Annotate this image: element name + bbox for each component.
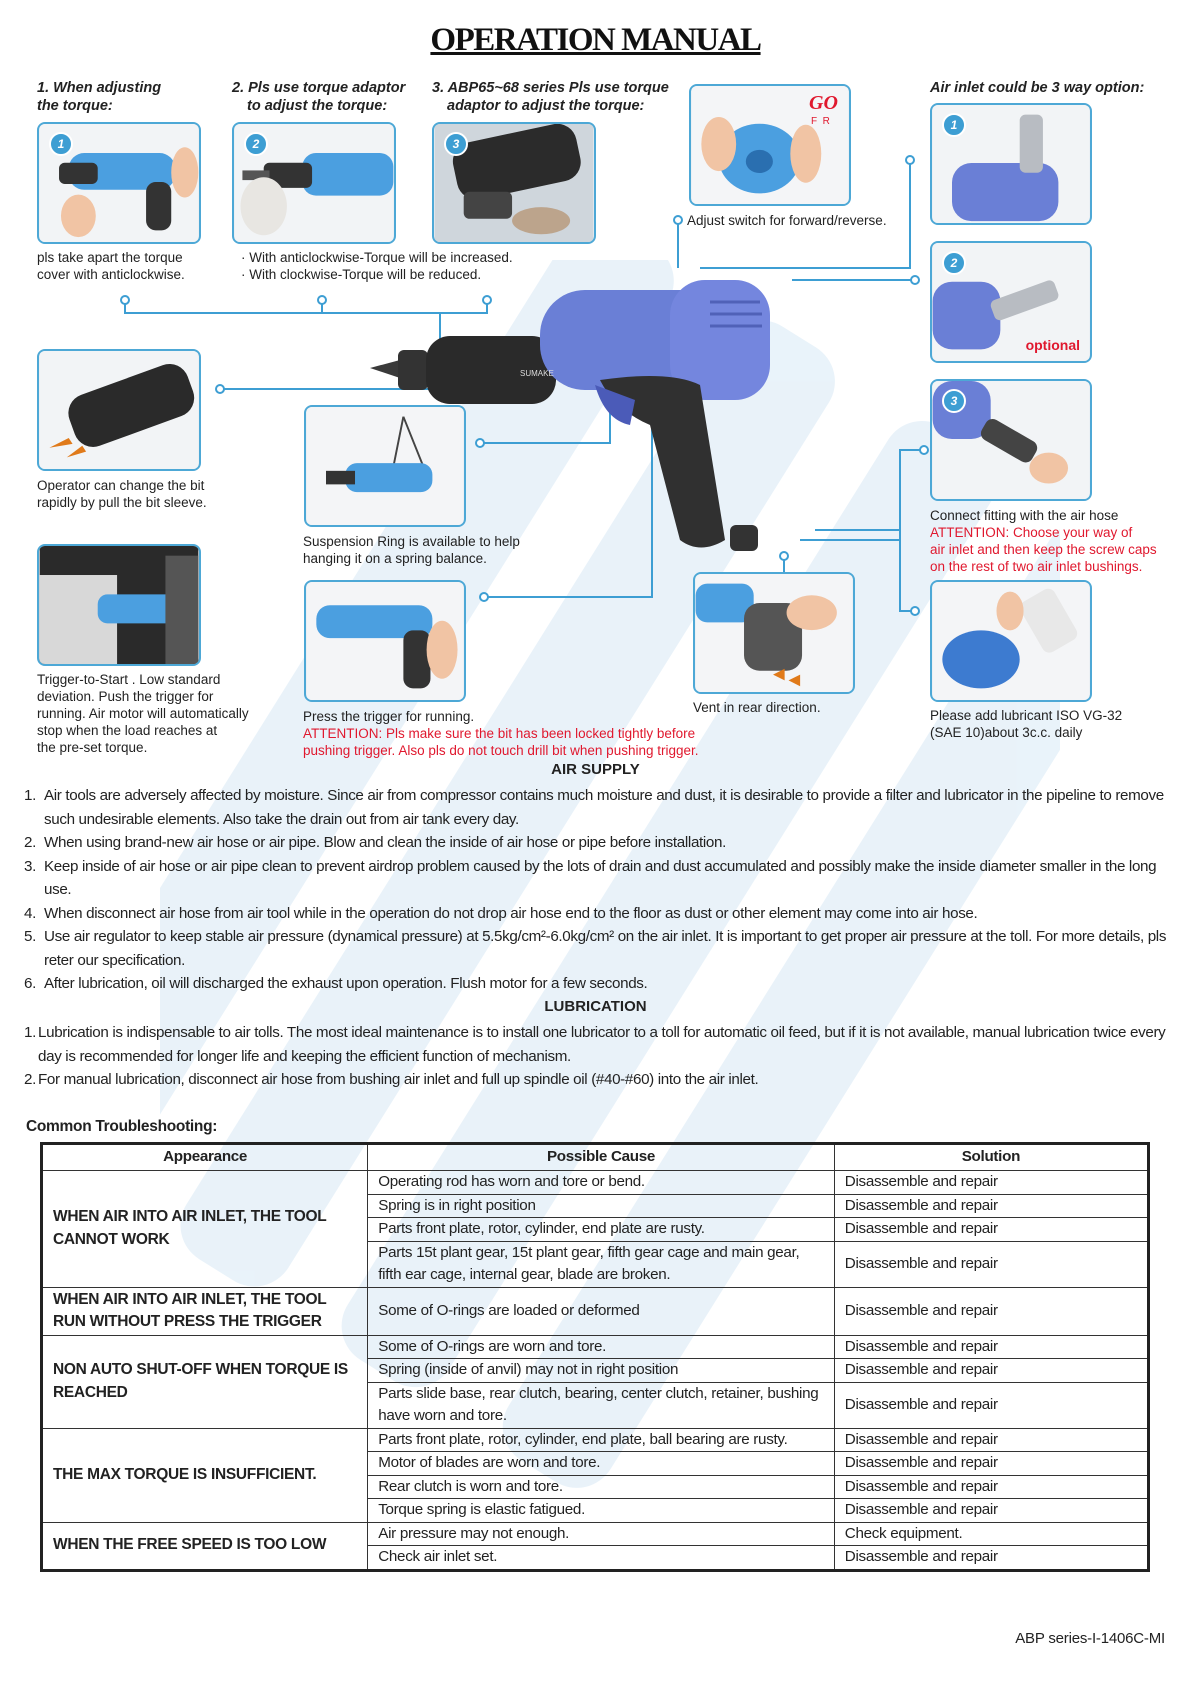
table-row (42, 1335, 1149, 1359)
solution-cell: Disassemble and repair (834, 1428, 1148, 1452)
press-trigger-caption: Press the trigger for running. ATTENTION: Pls make sure the bit has been locked tightly before pushing trigger. Also pls do not touch drill bit when pushing trigger. (303, 709, 699, 758)
air-inlet-option-1-photo (930, 103, 1092, 225)
step-2-badge: 2 (244, 132, 268, 156)
air-supply-item: 6. After lubrication, oil will discharged the exhaust upon operation. Flush motor for a few seconds. (24, 975, 648, 992)
troubleshooting-heading: Common Troubleshooting: (26, 1118, 218, 1135)
cause-cell: Spring is in right position (368, 1194, 835, 1218)
step-3-photo (432, 122, 596, 244)
cause-cell: Air pressure may not enough. (368, 1522, 835, 1546)
bit-sleeve-photo (37, 349, 201, 471)
solution-cell: Disassemble and repair (834, 1546, 1148, 1571)
bit-caption: Operator can change the bit rapidly by pull the bit sleeve. (37, 478, 207, 510)
air-inlet-option-2-photo (930, 241, 1092, 363)
lubricant-photo (930, 580, 1092, 702)
cause-cell: Parts 15t plant gear, 15t plant gear, fifth gear cage and main gear, fifth ear cage, internal gear, blade are broken. (368, 1241, 835, 1287)
air-inlet-option-3-badge: 3 (942, 389, 966, 413)
air-supply-item: 4. When disconnect air hose from air tool while in the operation do not drop air hose end to the floor as dust or other element may come into air hose. (24, 904, 978, 922)
air-supply-heading: AIR SUPPLY (551, 761, 640, 778)
document-code: ABP series-I-1406C-MI (1015, 1630, 1165, 1647)
appearance-cell: WHEN THE FREE SPEED IS TOO LOW (42, 1522, 368, 1570)
lubrication-list (24, 1021, 1169, 1092)
switch-photo (689, 84, 851, 206)
cause-cell: Check air inlet set. (368, 1546, 835, 1571)
solution-cell: Disassemble and repair (834, 1335, 1148, 1359)
cause-cell: Parts front plate, rotor, cylinder, end plate are rusty. (368, 1218, 835, 1242)
solution-cell: Disassemble and repair (834, 1287, 1148, 1335)
air-supply-item: 3. Keep inside of air hose or air pipe clean to prevent airdrop problem caused by the lots of drain and dust accumulated and possibly make the inside diameter smaller in the long use. (24, 857, 1157, 898)
step-3-badge: 3 (444, 132, 468, 156)
cause-cell: Parts slide base, rear clutch, bearing, center clutch, retainer, bushing have worn and tore. (368, 1382, 835, 1428)
column-header-appearance: Appearance (42, 1144, 368, 1171)
table-row (42, 1287, 1149, 1335)
solution-cell: Disassemble and repair (834, 1218, 1148, 1242)
table-row (42, 1522, 1149, 1546)
solution-cell: Disassemble and repair (834, 1499, 1148, 1523)
air-inlet-option-2-badge: 2 (942, 251, 966, 275)
air-supply-item: 2. When using brand-new air hose or air pipe. Blow and clean the inside of air hose or pipe before installation. (24, 834, 726, 851)
cause-cell: Some of O-rings are loaded or deformed (368, 1287, 835, 1335)
switch-go-label: GO (809, 92, 838, 114)
step-2-heading: 2. Pls use torque adaptor to adjust the torque: (232, 80, 406, 114)
troubleshooting-table (40, 1142, 1150, 1572)
press-trigger-photo (304, 580, 466, 702)
solution-cell: Disassemble and repair (834, 1194, 1148, 1218)
optional-tag: optional (1025, 337, 1080, 353)
air-inlet-heading: Air inlet could be 3 way option: (930, 80, 1145, 96)
solution-cell: Disassemble and repair (834, 1359, 1148, 1383)
switch-caption: Adjust switch for forward/reverse. (687, 213, 887, 228)
solution-cell: Check equipment. (834, 1522, 1148, 1546)
cause-cell: Parts front plate, rotor, cylinder, end plate, ball bearing are rusty. (368, 1428, 835, 1452)
vent-photo (693, 572, 855, 694)
appearance-cell: WHEN AIR INTO AIR INLET, THE TOOL CANNOT WORK (42, 1171, 368, 1288)
air-inlet-caption: Connect fitting with the air hose ATTENTION: Choose your way of air inlet and then keep the screw caps on the rest of two air inlet bushings. (930, 508, 1157, 574)
torque-notes: · With anticlockwise-Torque will be increased. · With clockwise-Torque will be reduced. (241, 250, 513, 282)
lubrication-item: 1. Lubrication is indispensable to air tolls. The most ideal maintenance is to install one lubricator to a toll for automatic oil feed, but if it is not available, manual lubrication twice every day is recommended for longer life and keeping the efficient function of mechanism. (24, 1024, 1166, 1065)
table-row (42, 1171, 1149, 1195)
cause-cell: Operating rod has worn and tore or bend. (368, 1171, 835, 1195)
step-1-caption: pls take apart the torque cover with anticlockwise. (37, 250, 185, 282)
step-1-heading: 1. When adjusting the torque: (37, 80, 162, 114)
lubricant-caption: Please add lubricant ISO VG-32 (SAE 10)about 3c.c. daily (930, 708, 1123, 740)
suspension-caption: Suspension Ring is available to help hanging it on a spring balance. (303, 534, 520, 566)
cause-cell: Some of O-rings are worn and tore. (368, 1335, 835, 1359)
air-supply-item: 5. Use air regulator to keep stable air pressure (dynamical pressure) at 5.5kg/cm²-6.0kg/cm² on the air inlet. It is important to get proper air pressure at the toll. For more details, pls reter our specification. (24, 928, 1167, 969)
air-supply-list (24, 784, 1169, 996)
table-row (42, 1428, 1149, 1452)
solution-cell: Disassemble and repair (834, 1475, 1148, 1499)
solution-cell: Disassemble and repair (834, 1241, 1148, 1287)
air-inlet-option-3-photo (930, 379, 1092, 501)
trigger-to-start-photo (37, 544, 201, 666)
step-1-photo (37, 122, 201, 244)
trigger-to-start-caption: Trigger-to-Start . Low standard deviation. Push the trigger for running. Air motor will automatically stop when the load reaches at the pre-set torque. (37, 672, 249, 755)
cause-cell: Motor of blades are worn and tore. (368, 1452, 835, 1476)
cause-cell: Rear clutch is worn and tore. (368, 1475, 835, 1499)
step-1-badge: 1 (49, 132, 73, 156)
appearance-cell: THE MAX TORQUE IS INSUFFICIENT. (42, 1428, 368, 1522)
page-title: OPERATION MANUAL (430, 22, 761, 58)
cause-cell: Torque spring is elastic fatigued. (368, 1499, 835, 1523)
column-header-cause: Possible Cause (368, 1144, 835, 1171)
solution-cell: Disassemble and repair (834, 1171, 1148, 1195)
tool-brand-label: SUMAKE (520, 369, 554, 378)
switch-fr-label: F R (811, 116, 830, 127)
lubrication-heading: LUBRICATION (544, 998, 647, 1015)
step-3-heading: 3. ABP65~68 series Pls use torque adaptor to adjust the torque: (432, 80, 669, 114)
air-supply-item: 1. Air tools are adversely affected by moisture. Since air from compressor contains much moisture and dust, it is desirable to provide a filter and lubricator in the pipeline to remove such undesirable elements. Also take the drain out from air tank every day. (24, 787, 1164, 828)
appearance-cell: WHEN AIR INTO AIR INLET, THE TOOL RUN WITHOUT PRESS THE TRIGGER (42, 1287, 368, 1335)
air-inlet-option-1-badge: 1 (942, 113, 966, 137)
solution-cell: Disassemble and repair (834, 1382, 1148, 1428)
table-header-row (42, 1144, 1149, 1171)
cause-cell: Spring (inside of anvil) may not in right position (368, 1359, 835, 1383)
column-header-solution: Solution (834, 1144, 1148, 1171)
step-2-photo (232, 122, 396, 244)
lubrication-item: 2. For manual lubrication, disconnect air hose from bushing air inlet and full up spindle oil (#40-#60) into the air inlet. (24, 1071, 759, 1088)
solution-cell: Disassemble and repair (834, 1452, 1148, 1476)
suspension-photo (304, 405, 466, 527)
vent-caption: Vent in rear direction. (693, 700, 821, 715)
appearance-cell: NON AUTO SHUT-OFF WHEN TORQUE IS REACHED (42, 1335, 368, 1428)
